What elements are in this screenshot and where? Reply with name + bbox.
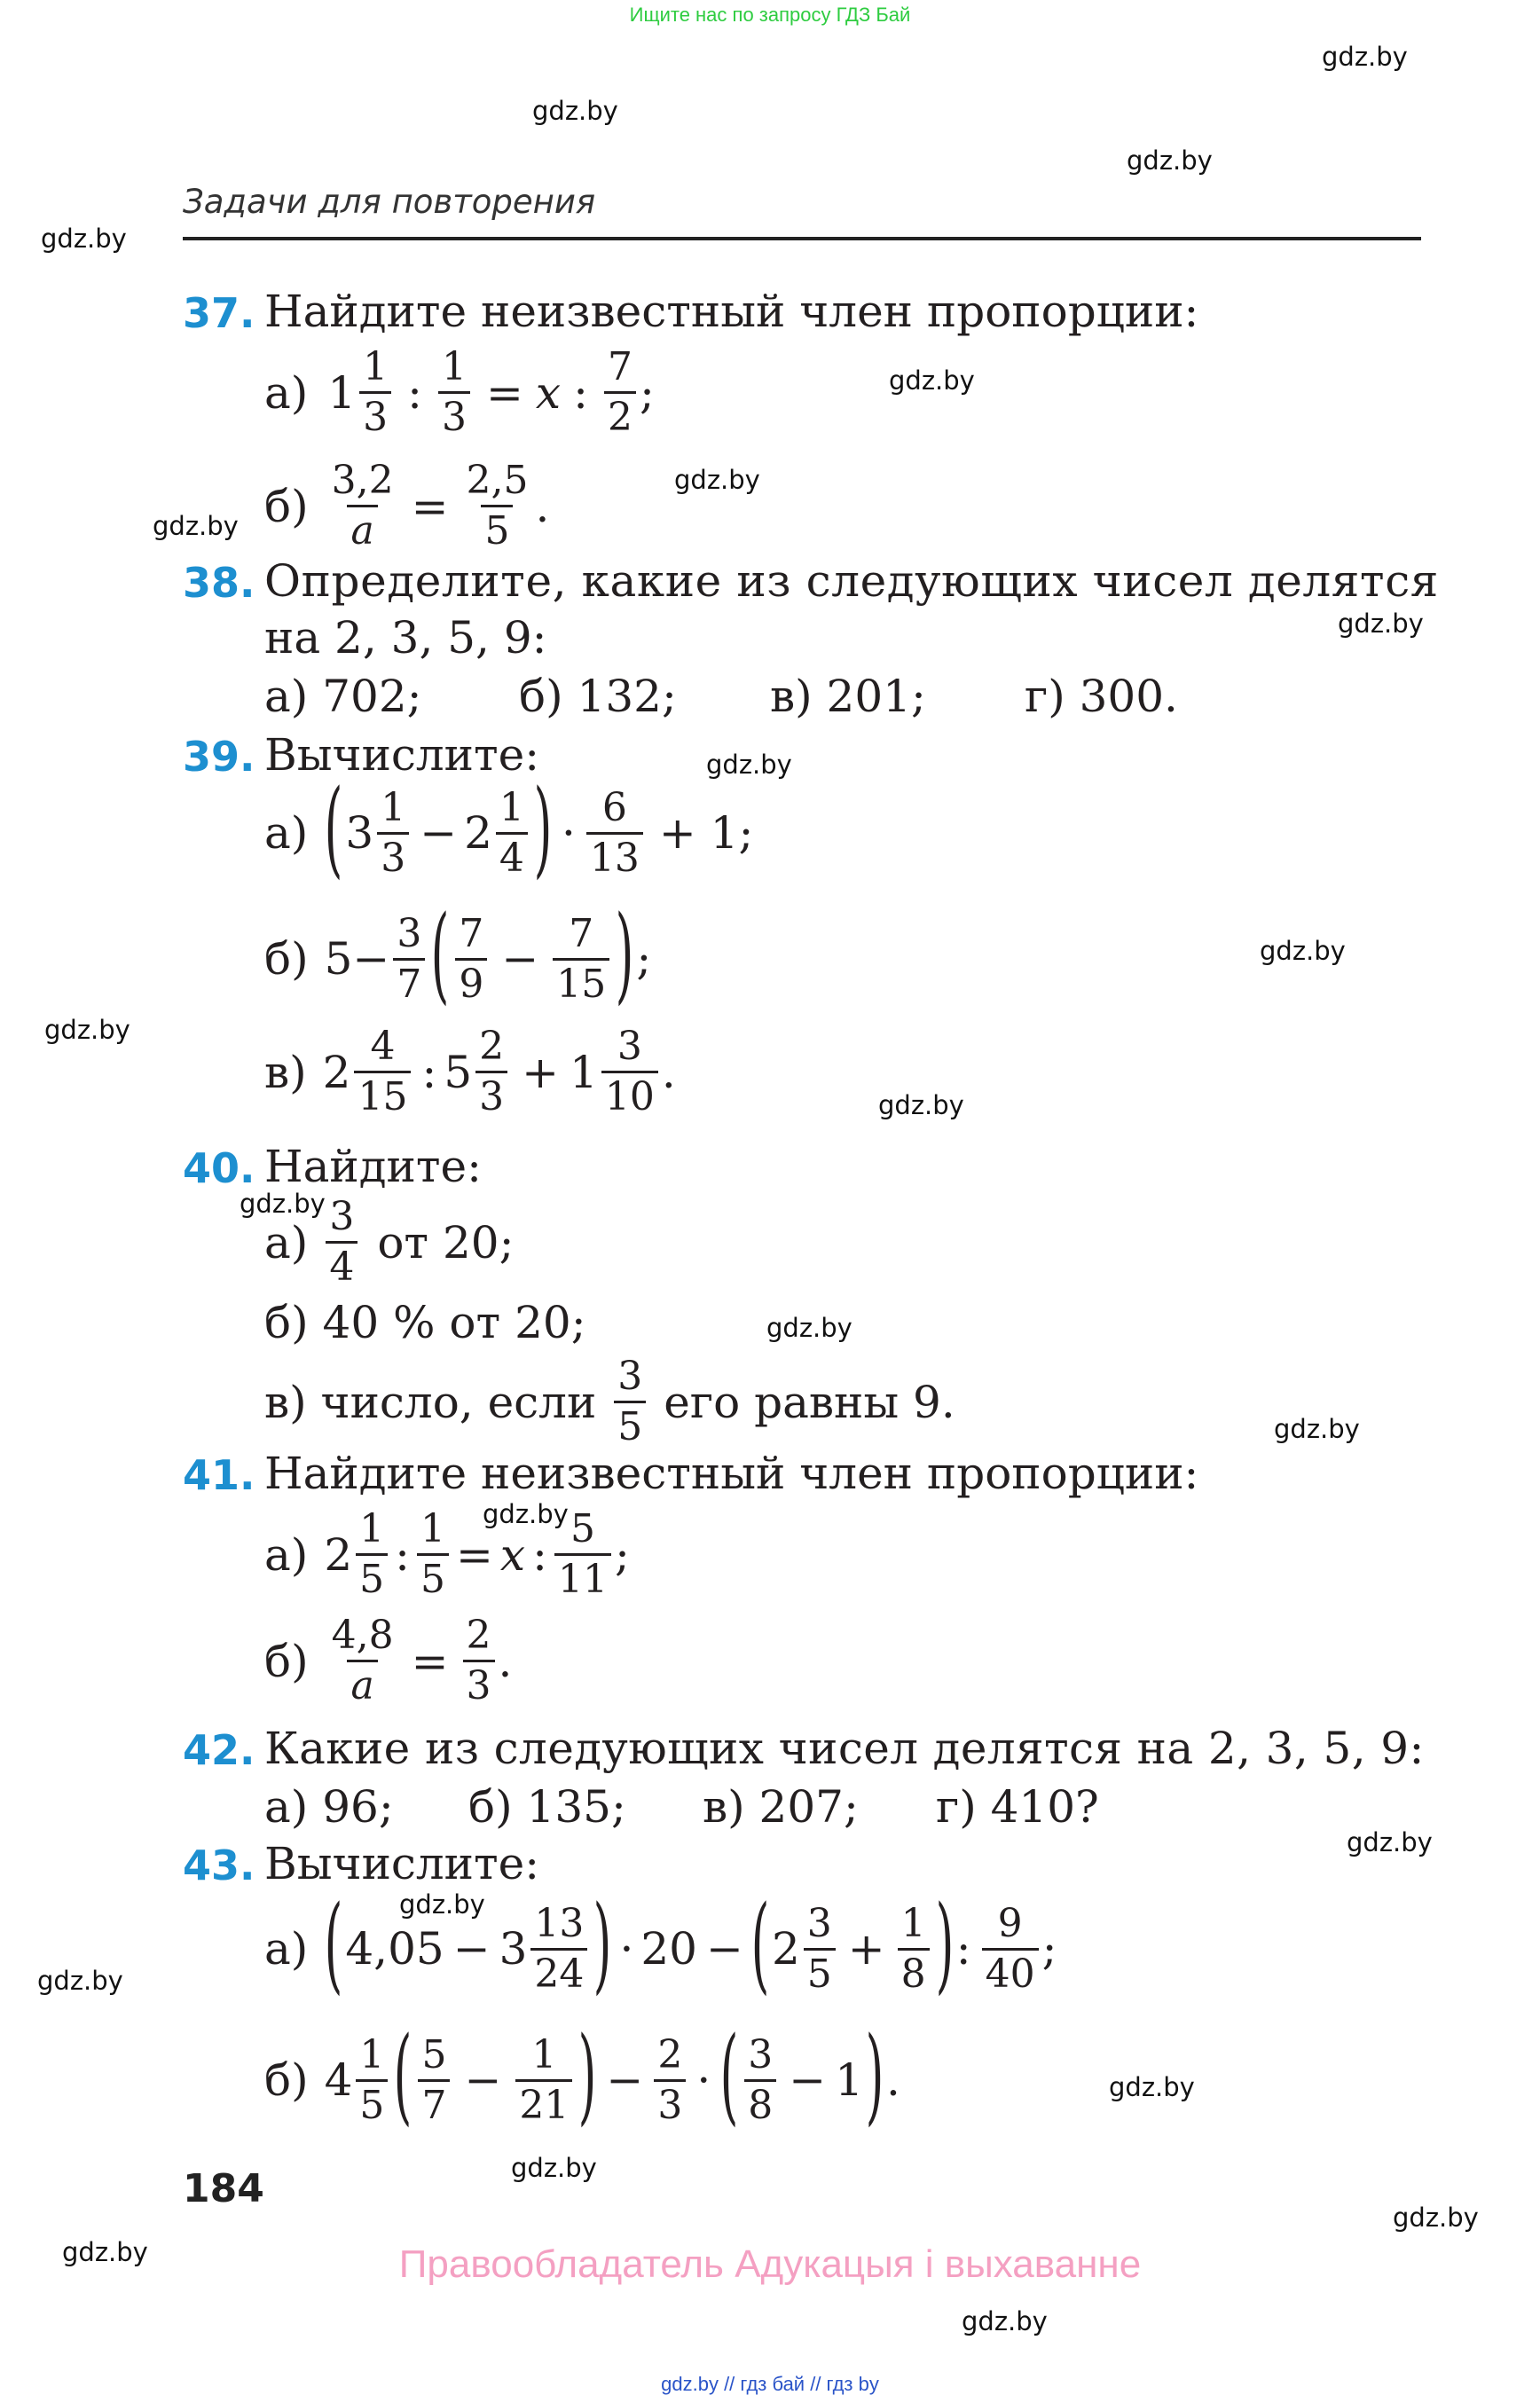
watermark: gdz.by	[766, 1313, 852, 1343]
watermark: gdz.by	[1127, 145, 1213, 176]
footer-links[interactable]: gdz.by // гдз бай // гдз by	[661, 2373, 879, 2395]
problem-40b: б) 40 % от 20;	[264, 1297, 586, 1348]
problem-number: 37.	[183, 289, 255, 337]
watermark: gdz.by	[153, 511, 239, 541]
option: а) 96;	[264, 1781, 394, 1833]
watermark: gdz.by	[1109, 2072, 1195, 2102]
problem-text: на 2, 3, 5, 9:	[264, 612, 547, 664]
problem-41b: б) 4,8 a = 2 3 .	[264, 1613, 513, 1708]
problem-text: Вычислите:	[264, 729, 540, 781]
item-label: а)	[264, 1216, 309, 1268]
problem-43b: б) 4 1 5 ( 5 7 − 1 21 ) − 2 3 · ( 3 8 − 1 ) .	[264, 2014, 900, 2136]
watermark: gdz.by	[240, 1189, 326, 1219]
problem-37a: а) 1 1 3 : 1 3 = x : 7 2 ;	[264, 344, 655, 440]
problem-39a: а) ( 3 1 3 − 2 1 4 ) · 6 13 + 1;	[264, 766, 754, 889]
problem-number: 43.	[183, 1842, 255, 1889]
option: г) 300.	[1025, 671, 1178, 722]
problem-text: Найдите:	[264, 1141, 482, 1192]
item-label: в)	[264, 1046, 307, 1098]
problem-number: 42.	[183, 1726, 255, 1774]
problem-number: 39.	[183, 733, 255, 781]
header-rule	[183, 237, 1421, 240]
watermark: gdz.by	[1322, 42, 1408, 72]
problem-number: 38.	[183, 559, 255, 607]
option: б) 135;	[468, 1781, 626, 1833]
item-label: а)	[264, 366, 309, 419]
watermark: gdz.by	[399, 1889, 485, 1920]
page-number: 184	[183, 2166, 264, 2211]
problem-text: Найдите неизвестный член пропорции:	[264, 286, 1199, 337]
option: в) 201;	[770, 671, 926, 722]
problem-43a: а) ( 4,05 − 3 13 24 ) · 20 − ( 2 3 5 + 1 8 ) : 9 40 ;	[264, 1882, 1057, 2005]
option: в) 207;	[703, 1781, 859, 1833]
problem-40a: а) 3 4 от 20;	[264, 1194, 515, 1290]
option: г) 410?	[936, 1781, 1099, 1833]
copyright-notice: Правообладатель Адукацыя і выхаванне	[398, 2242, 1142, 2286]
option: б) 132;	[519, 671, 677, 722]
watermark: gdz.by	[1260, 936, 1346, 966]
item-label: б)	[264, 2054, 309, 2106]
item-label: б)	[264, 480, 309, 532]
top-search-note: Ищите нас по запросу ГДЗ Бай	[629, 4, 911, 26]
item-text: в) число, если	[264, 1376, 597, 1428]
problem-39c: в) 2 4 15 : 5 2 3 + 1 3 10 .	[264, 1024, 676, 1119]
problem-number: 41.	[183, 1451, 255, 1499]
problem-39b: б) 5− 3 7 ( 7 9 − 7 15 ) ;	[264, 892, 652, 1015]
watermark: gdz.by	[1338, 609, 1424, 639]
option: а) 702;	[264, 671, 422, 722]
problem-text: Найдите неизвестный член пропорции:	[264, 1448, 1199, 1499]
item-text: от 20;	[377, 1216, 515, 1268]
watermark: gdz.by	[511, 2153, 597, 2183]
watermark: gdz.by	[674, 465, 760, 495]
watermark: gdz.by	[41, 224, 127, 254]
watermark: gdz.by	[1274, 1414, 1360, 1444]
watermark: gdz.by	[962, 2306, 1048, 2336]
problem-text: Вычислите:	[264, 1838, 540, 1889]
watermark: gdz.by	[706, 750, 792, 780]
problem-text: Определите, какие из следующих чисел делятся	[264, 555, 1439, 607]
problem-41a: а) 2 1 5 : 1 5 = x : 5 11 ;	[264, 1506, 630, 1602]
watermark: gdz.by	[889, 365, 975, 396]
watermark: gdz.by	[37, 1966, 123, 1996]
problem-number: 40.	[183, 1144, 255, 1192]
watermark: gdz.by	[483, 1499, 569, 1529]
problem-40c: в) число, если 3 5 его равны 9.	[264, 1354, 955, 1449]
item-label: а)	[264, 1528, 309, 1581]
problem-text: Какие из следующих чисел делятся на 2, 3, 5, 9:	[264, 1723, 1425, 1774]
item-label: б)	[264, 1635, 309, 1687]
watermark: gdz.by	[62, 2237, 148, 2267]
item-label: а)	[264, 807, 309, 859]
watermark: gdz.by	[532, 96, 618, 126]
watermark: gdz.by	[1393, 2203, 1479, 2233]
watermark: gdz.by	[1347, 1827, 1433, 1857]
item-label: б)	[264, 933, 309, 985]
section-title: Задачи для повторения	[183, 183, 596, 221]
problem-37b: б) 3,2 a = 2,5 5 .	[264, 458, 550, 554]
watermark: gdz.by	[44, 1015, 130, 1045]
watermark: gdz.by	[878, 1090, 964, 1120]
item-label: а)	[264, 1923, 309, 1975]
item-text: его равны 9.	[664, 1376, 955, 1428]
